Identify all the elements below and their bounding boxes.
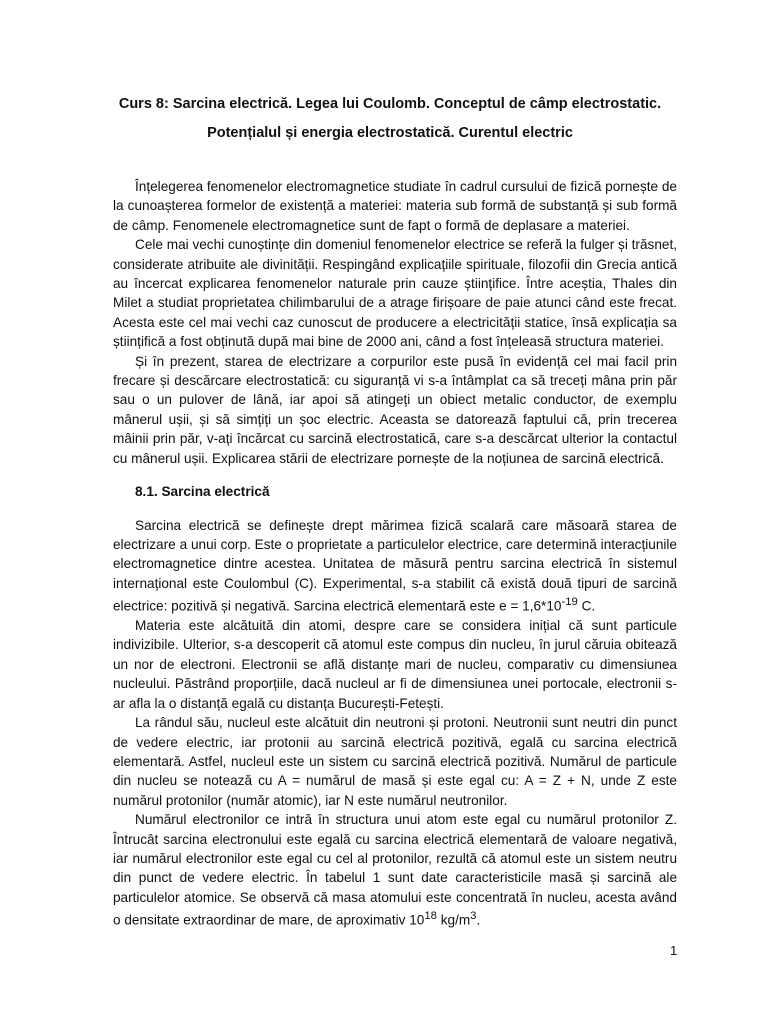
paragraph-7-tail: . — [476, 912, 481, 928]
paragraph-7-unit-exponent: 3 — [470, 910, 477, 923]
paragraph-7-text: Numărul electronilor ce intră în structura unui atom este egal cu numărul protonilor Z. Întrucât sarcina electronului este egală cu sarcina electrică elementară de valoare negativă, iar numărul electronilor este egal cu cel al protonilor, rezultă că atomul este un sistem neutru din punct de vedere electric. În tabelul 1 sunt date caracteristicile masă și sarcină ale particulelor atomice. Se observă că masa atomului este concentrată în nucleu, acesta având o densitate extraordinar de mare, de aproximativ 10 — [113, 812, 677, 928]
paragraph-4-tail: C. — [577, 598, 596, 614]
paragraph-7-exponent: 18 — [424, 910, 437, 923]
paragraph-7 — [113, 810, 677, 930]
title-line-2: Potențialul și energia electrostatică. Curentul electric — [207, 125, 573, 141]
document-body — [113, 177, 677, 930]
paragraph-7-unit: kg/m — [436, 912, 471, 928]
section-heading: 8.1. Sarcina electrică — [135, 484, 270, 500]
paragraph-4-text: Sarcina electrică se definește drept mărimea fizică scalară care măsoară starea de electrizare a unui corp. Este o proprietate a particulelor electrice, care determină interacțiunile electromagnetice dintre acestea. Unitatea de măsură pentru sarcina electrică în sistemul internațional este Coulombul (C). Experimental, s-a stabilit că există două tipuri de sarcină electrice: pozitivă și negativă. Sarcina electrică elementară este e = 1,6*10 — [113, 517, 677, 614]
page-number: 1 — [670, 943, 678, 958]
page-title — [90, 90, 690, 148]
paragraph-4 — [113, 516, 677, 617]
paragraph-3: Și în prezent, starea de electrizare a corpurilor este pusă în evidență cel mai facil prin frecare și descărcare electrostatică: cu siguranță vi s-a întâmplat ca să treceți mâna prin păr sau o un pulover de lână, iar apoi să atingeți un obiect metalic conductor, de exemplu mânerul ușii, și să simțiți un șoc electric. Aceasta se datorează faptului că, prin trecerea mâinii prin păr, v-ați încărcat cu sarcină electrostatică, care s-a descărcat ulterior la contactul cu mânerul ușii. Explicarea stării de electrizare pornește de la noțiunea de sarcină electrică. — [113, 353, 677, 466]
paragraph-4-exponent: -19 — [561, 596, 578, 609]
title-line-1: Curs 8: Sarcina electrică. Legea lui Coulomb. Conceptul de câmp electrostatic. — [118, 96, 662, 112]
paragraph-6: La rândul său, nucleul este alcătuit din neutroni și protoni. Neutronii sunt neutri din punct de vedere electric, iar protonii au sarcină electrică pozitivă, egală cu sarcina electrică elementară. Astfel, nucleul este un sistem cu sarcină electrică pozitivă. Numărul de particule din nucleu se notează cu A = numărul de masă și este egal cu: A = Z + N, unde Z este numărul protonilor (număr atomic), iar N este numărul neutronilor. — [113, 715, 677, 808]
paragraph-5: Materia este alcătuită din atomi, despre care se considera inițial că sunt particule indivizibile. Ulterior, s-a descoperit că atomul este compus din nucleu, în jurul căruia obitează un nor de electroni. Electronii se află distanțe mari de nucleu, comparativ cu dimensiunea nucleului. Păstrând proporțiile, dacă nucleul ar fi de dimensiunea unei portocale, electronii s-ar afla la o distanță egală cu distanța București-Fetești. — [113, 618, 677, 711]
paragraph-1: Înțelegerea fenomenelor electromagnetice studiate în cadrul cursului de fizică pornește de la cunoașterea formelor de existență a materiei: materia sub formă de substanță și sub formă de câmp. Fenomenele electromagnetice sunt de fapt o formă de deplasare a materiei. — [113, 179, 677, 233]
paragraph-2: Cele mai vechi cunoștințe din domeniul fenomenelor electrice se referă la fulger și trăsnet, considerate atribuite ale divinității. Respingând explicațiile spirituale, filozofii din Grecia antică au încercat explicarea fenomenelor naturale prin cauze științifice. Între aceștia, Thales din Milet a studiat proprietatea chilimbarului de a atrage firișoare de paie atunci când este frecat. Acesta este cel mai vechi caz cunoscut de producere a electricității statice, însă explicația sa științifică a fost obținută după mai bine de 2000 ani, când a fost înțeleasă structura materiei. — [113, 237, 677, 350]
